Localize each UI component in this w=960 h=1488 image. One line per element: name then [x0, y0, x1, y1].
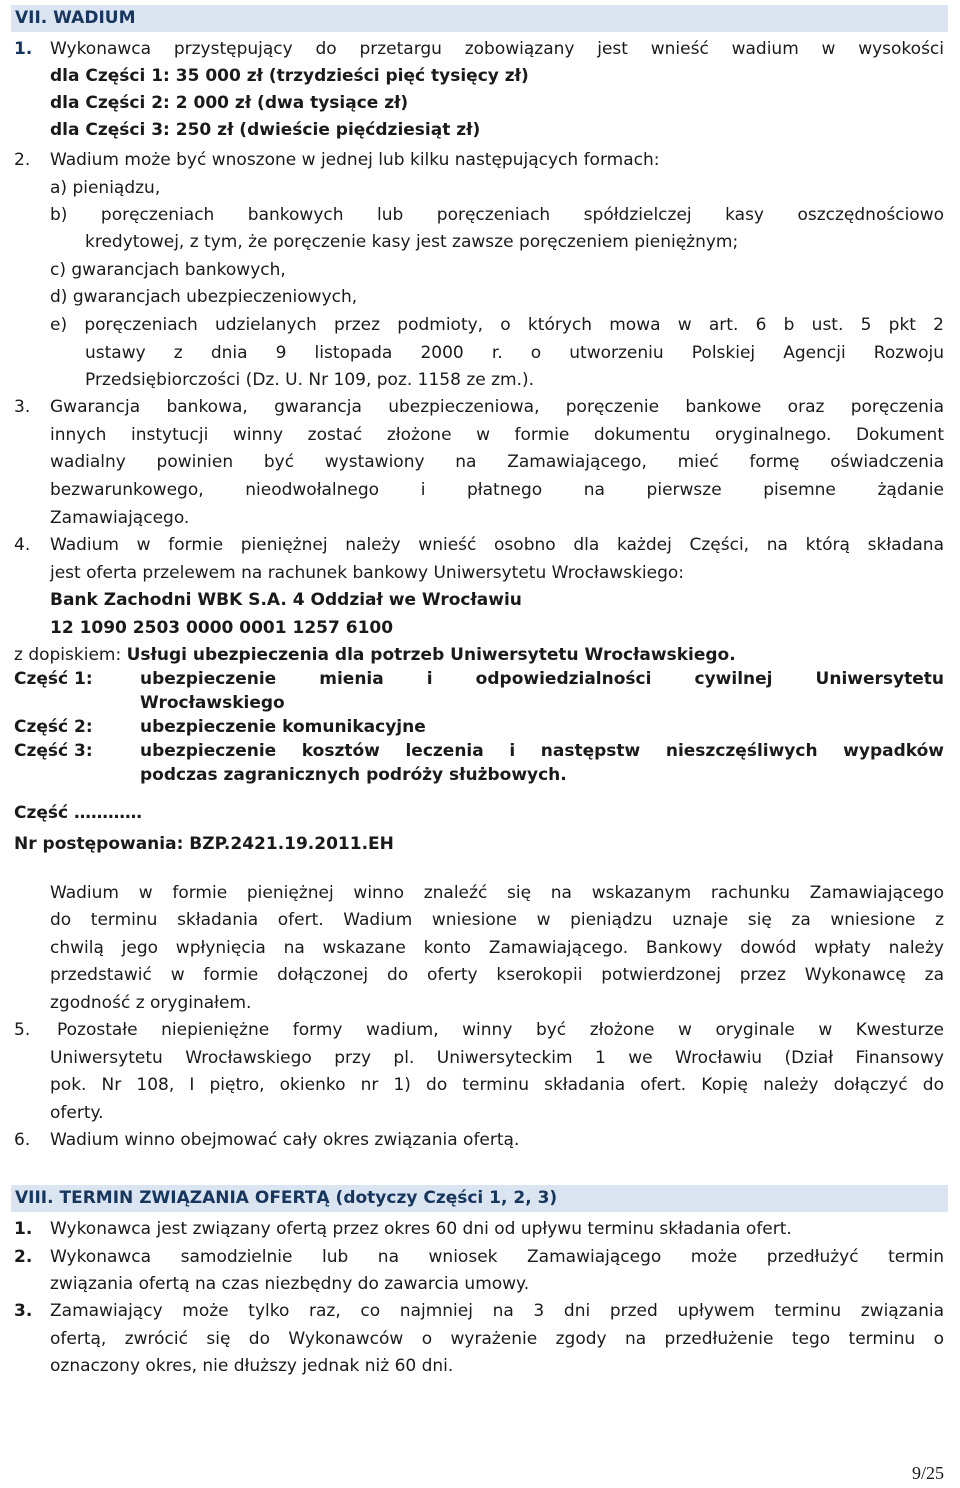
paragraph-text: bezwarunkowego, nieodwołalnego i płatnego na pierwsze pisemne żądanie	[50, 480, 944, 500]
paragraph-number: 1.	[14, 1219, 33, 1239]
paragraph-text: przedstawić w formie dołączonej do oferty kserokopii potwierdzonej przez Wykonawcę za	[50, 965, 944, 985]
page-number: 9/25	[911, 1463, 944, 1483]
paragraph-text: dla Części 2: 2 000 zł (dwa tysiące zł)	[50, 93, 409, 113]
list-item-continuation: ustawy z dnia 9 listopada 2000 r. o utworzeniu Polskiej Agencji Rozwoju	[85, 343, 944, 363]
paragraph-number: 3.	[14, 1301, 33, 1321]
bank-name: Bank Zachodni WBK S.A. 4 Oddział we Wrocławiu	[50, 590, 522, 610]
paragraph-text: innych instytucji winny zostać złożone w formie dokumentu oryginalnego. Dokument	[50, 425, 944, 445]
bank-account-number: 12 1090 2503 0000 0001 1257 6100	[50, 618, 394, 638]
paragraph-text: dla Części 3: 250 zł (dwieście pięćdziesiąt zł)	[50, 120, 481, 140]
paragraph-text: zgodność z oryginałem.	[50, 993, 252, 1013]
part-blank: Część …………	[14, 803, 143, 823]
paragraph-text: związania ofertą na czas niezbędny do zawarcia umowy.	[50, 1274, 530, 1294]
list-item-continuation: Przedsiębiorczości (Dz. U. Nr 109, poz. 1158 ze zm.).	[85, 370, 535, 390]
part-description: ubezpieczenie mienia i odpowiedzialności cywilnej Uniwersytetu	[140, 669, 944, 689]
list-item: e) poręczeniach udzielanych przez podmioty, o których mowa w art. 6 b ust. 5 pkt 2	[50, 315, 944, 335]
paragraph-text: do terminu składania ofert. Wadium wniesione w pieniądzu uznaje się za wniesione z	[50, 910, 944, 930]
paragraph-number: 2.	[14, 1247, 33, 1267]
paragraph-text: Wadium w formie pieniężnej winno znaleźć się na wskazanym rachunku Zamawiającego	[50, 883, 944, 903]
paragraph-text: chwilą jego wpłynięcia na wskazane konto Zamawiającego. Bankowy dowód wpłaty należy	[50, 938, 944, 958]
paragraph-text: dla Części 1: 35 000 zł (trzydzieści pięć tysięcy zł)	[50, 66, 529, 86]
part-description: Wrocławskiego	[140, 693, 285, 713]
paragraph-text: Wadium może być wnoszone w jednej lub kilku następujących formach:	[50, 150, 660, 170]
paragraph-text: oferty.	[50, 1103, 104, 1123]
paragraph-text: Wadium winno obejmować cały okres związania ofertą.	[50, 1130, 520, 1150]
list-item-continuation: kredytowej, z tym, że poręczenie kasy jest zawsze poręczeniem pieniężnym;	[85, 232, 739, 252]
section-heading-offer-validity: VIII. TERMIN ZWIĄZANIA OFERTĄ (dotyczy Części 1, 2, 3)	[11, 1185, 948, 1212]
payment-note	[14, 642, 736, 668]
paragraph-text: Wykonawca przystępujący do przetargu zobowiązany jest wnieść wadium w wysokości	[50, 39, 944, 59]
list-item: c) gwarancjach bankowych,	[50, 260, 286, 280]
list-item: a) pieniądzu,	[50, 178, 161, 198]
part-label: Część 3:	[14, 741, 93, 761]
part-label: Część 2:	[14, 717, 93, 737]
payment-note-prefix: z dopiskiem:	[14, 645, 127, 665]
paragraph-text: Wykonawca samodzielnie lub na wniosek Zamawiającego może przedłużyć termin	[50, 1247, 944, 1267]
paragraph-text: wadialny powinien być wystawiony na Zamawiającego, mieć formę oświadczenia	[50, 452, 944, 472]
paragraph-text: Zamawiający może tylko raz, co najmniej na 3 dni przed upływem terminu związania	[50, 1301, 944, 1321]
list-item: d) gwarancjach ubezpieczeniowych,	[50, 287, 358, 307]
paragraph-text: Pozostałe niepieniężne formy wadium, winny być złożone w oryginale w Kwesturze	[57, 1020, 944, 1040]
paragraph-text: oznaczony okres, nie dłuższy jednak niż 60 dni.	[50, 1356, 454, 1376]
section-heading-wadium: VII. WADIUM	[11, 5, 948, 32]
paragraph-text: Uniwersytetu Wrocławskiego przy pl. Uniwersyteckim 1 we Wrocławiu (Dział Finansowy	[50, 1048, 944, 1068]
part-description: ubezpieczenie kosztów leczenia i następstw nieszczęśliwych wypadków	[140, 741, 944, 761]
part-description: ubezpieczenie komunikacyjne	[140, 717, 426, 737]
paragraph-text: Zamawiającego.	[50, 508, 190, 528]
paragraph-number: 6.	[14, 1130, 31, 1150]
paragraph-number: 1.	[14, 39, 33, 59]
paragraph-text: pok. Nr 108, I piętro, okienko nr 1) do terminu składania ofert. Kopię należy dołączyć do	[50, 1075, 944, 1095]
paragraph-number: 5.	[14, 1020, 31, 1040]
paragraph-text: Wykonawca jest związany ofertą przez okres 60 dni od upływu terminu składania ofert.	[50, 1219, 792, 1239]
paragraph-number: 2.	[14, 150, 31, 170]
paragraph-number: 4.	[14, 535, 31, 555]
paragraph-text: Gwarancja bankowa, gwarancja ubezpieczeniowa, poręczenie bankowe oraz poręczenia	[50, 397, 944, 417]
part-label: Część 1:	[14, 669, 93, 689]
payment-note-title: Usługi ubezpieczenia dla potrzeb Uniwersytetu Wrocławskiego.	[126, 645, 736, 665]
paragraph-text: Wadium w formie pieniężnej należy wnieść osobno dla każdej Części, na którą składana	[50, 535, 944, 555]
paragraph-text: jest oferta przelewem na rachunek bankowy Uniwersytetu Wrocławskiego:	[50, 563, 685, 583]
paragraph-number: 3.	[14, 397, 31, 417]
paragraph-text: ofertą, zwrócić się do Wykonawców o wyrażenie zgody na przedłużenie tego terminu o	[50, 1329, 944, 1349]
list-item: b) poręczeniach bankowych lub poręczeniach spółdzielczej kasy oszczędnościowo	[50, 205, 944, 225]
part-description: podczas zagranicznych podróży służbowych.	[140, 765, 567, 785]
procedure-number: Nr postępowania: BZP.2421.19.2011.EH	[14, 834, 394, 854]
